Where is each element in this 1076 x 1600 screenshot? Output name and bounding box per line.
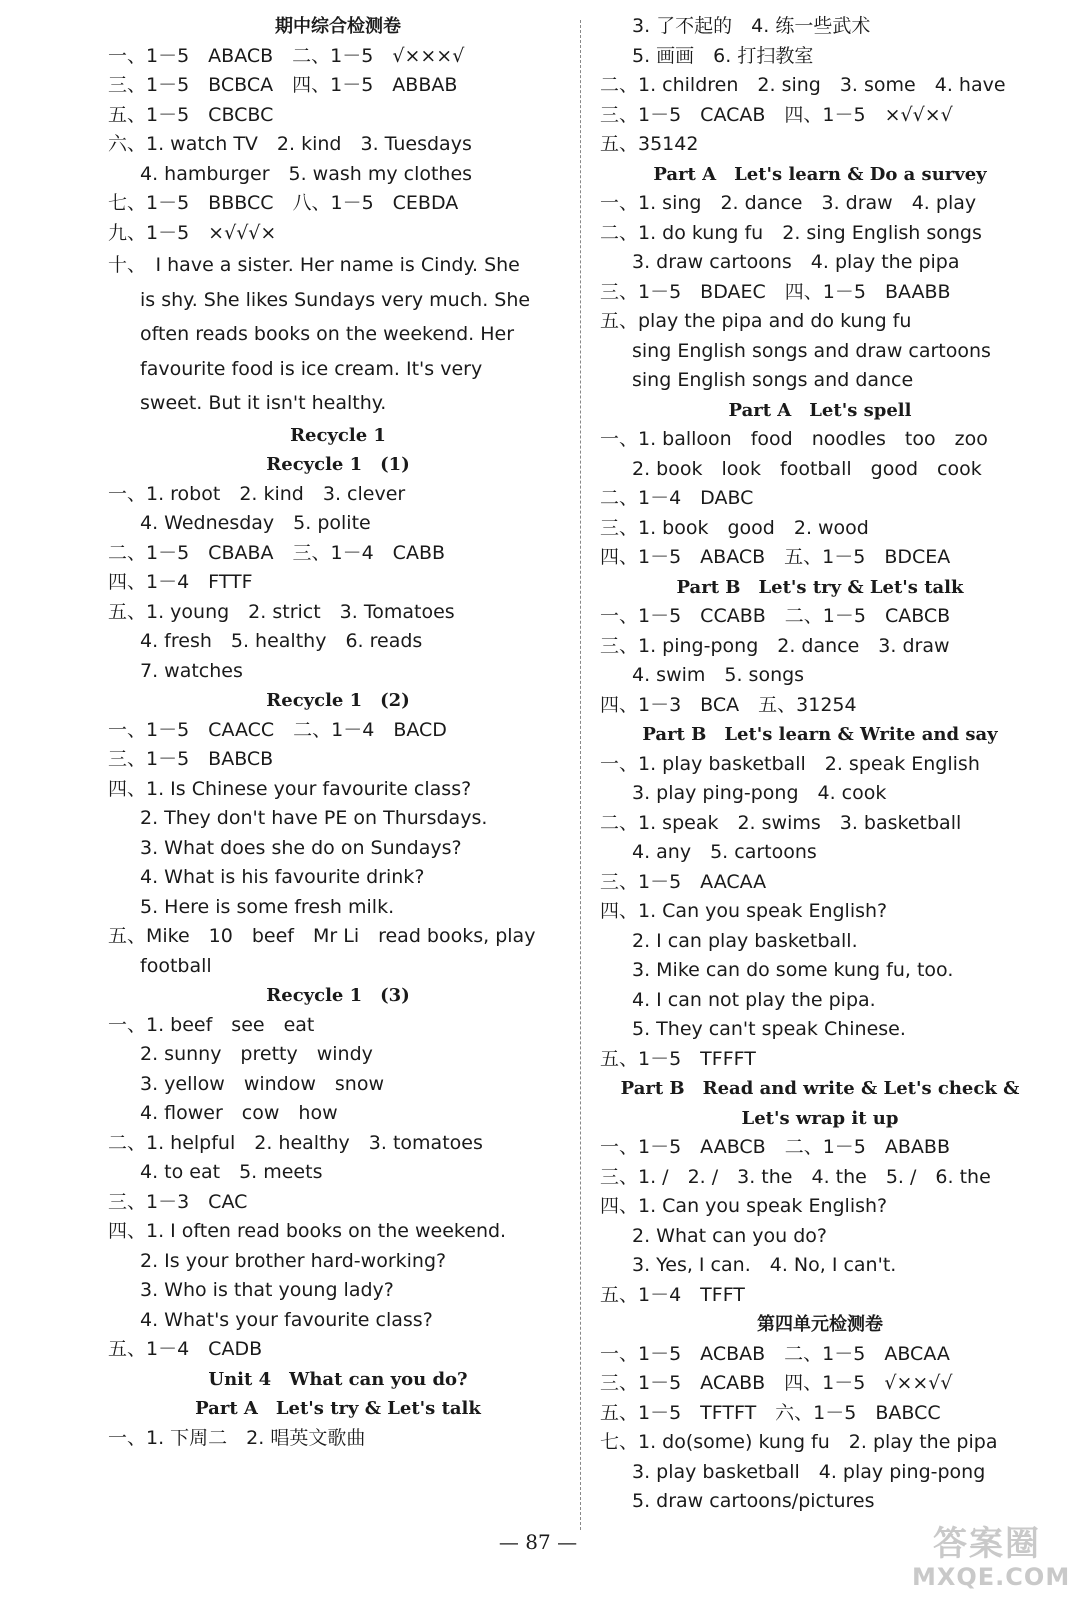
section-heading: Part A Let's learn & Do a survey	[653, 163, 987, 185]
answer-line: 4. I can not play the pipa.	[632, 988, 876, 1011]
answer-line: 一、1. robot 2. kind 3. clever	[108, 482, 406, 505]
answer-line: 三、1－5 CACAB 四、1－5 ×√√×√	[600, 103, 953, 126]
watermark-text: 答案圈	[933, 1524, 1041, 1564]
answer-line: 九、1－5 ×√√√×	[108, 221, 277, 244]
left-column	[108, 12, 568, 1453]
answer-line: 4. What's your favourite class?	[140, 1308, 433, 1331]
answer-line: 二、1. children 2. sing 3. some 4. have	[600, 74, 1006, 96]
answer-line: 二、1. helpful 2. healthy 3. tomatoes	[108, 1131, 483, 1154]
answer-line: 五、1－5 TFTFT 六、1－5 BABCC	[600, 1401, 941, 1424]
answer-line: 一、1－5 ABACB 二、1－5 √×××√	[108, 44, 465, 67]
answer-line: 二、1－5 CBABA 三、1－4 CABB	[108, 541, 446, 564]
answer-line: 四、1－5 ABACB 五、1－5 BDCEA	[600, 546, 951, 568]
answer-line: 3. yellow window snow	[140, 1072, 385, 1095]
answer-line: 2. book look football good cook	[632, 457, 982, 480]
answer-line: 五、play the pipa and do kung fu	[600, 310, 912, 332]
answer-line: 四、1－3 BCA 五、31254	[600, 693, 857, 716]
answer-line: football	[140, 954, 212, 977]
answer-line: 五、1. young 2. strict 3. Tomatoes	[108, 600, 455, 623]
section-heading: Part B Let's learn & Write and say	[642, 724, 998, 745]
answer-line: often reads books on the weekend. Her	[140, 323, 515, 345]
answer-line: 3. Yes, I can. 4. No, I can't.	[632, 1254, 897, 1276]
answer-line: 3. play basketball 4. play ping-pong	[632, 1460, 986, 1483]
answer-line: sing English songs and draw cartoons	[632, 339, 991, 362]
answer-line: 一、1－5 ACBAB 二、1－5 ABCAA	[600, 1342, 950, 1365]
answer-line: 五、35142	[600, 133, 699, 155]
answer-line: sweet. But it isn't healthy.	[140, 392, 387, 414]
answer-line: is shy. She likes Sundays very much. She	[140, 288, 531, 311]
answer-line: 十、 I have a sister. Her name is Cindy. She	[108, 254, 520, 276]
answer-line: 2. What can you do?	[632, 1224, 828, 1247]
answer-line: 三、1. / 2. / 3. the 4. the 5. / 6. the	[600, 1165, 991, 1188]
answer-line: 一、1. play basketball 2. speak English	[600, 752, 980, 775]
section-heading: 期中综合检测卷	[275, 16, 401, 37]
answer-line: 3. Who is that young lady?	[140, 1279, 394, 1301]
answer-line: 2. sunny pretty windy	[140, 1043, 373, 1065]
answer-line: 4. What is his favourite drink?	[140, 866, 425, 888]
answer-line: 5. draw cartoons/pictures	[632, 1490, 875, 1512]
watermark-url: MXQE.COM	[912, 1563, 1071, 1591]
answer-line: 三、1－5 AACAA	[600, 870, 767, 893]
section-heading: Unit 4 What can you do?	[208, 1368, 468, 1390]
answer-line: sing English songs and dance	[632, 369, 914, 391]
section-heading: Part B Let's try & Let's talk	[676, 576, 964, 598]
answer-line: 3. draw cartoons 4. play the pipa	[632, 251, 960, 273]
section-heading: Part A Let's spell	[728, 399, 912, 421]
answer-line: 四、1. I often read books on the weekend.	[108, 1220, 507, 1242]
answer-line: 三、1. book good 2. wood	[600, 516, 869, 539]
answer-line: 2. They don't have PE on Thursdays.	[140, 807, 488, 829]
answer-line: 4. flower cow how	[140, 1102, 338, 1124]
answer-line: 3. 了不起的 4. 练一些武术	[632, 15, 871, 37]
answer-line: 五、1－4 CADB	[108, 1338, 263, 1360]
answer-line: 五、1－4 TFFT	[600, 1283, 745, 1306]
answer-line: 4. to eat 5. meets	[140, 1161, 323, 1183]
section-heading: Recycle 1 (1)	[266, 454, 410, 475]
answer-line: 3. play ping-pong 4. cook	[632, 782, 887, 804]
answer-line: 一、1－5 AABCB 二、1－5 ABABB	[600, 1136, 950, 1158]
answer-line: 一、1. beef see eat	[108, 1013, 315, 1036]
answer-line: 5. 画画 6. 打扫教室	[632, 44, 814, 67]
answer-line: 2. Is your brother hard-working?	[140, 1249, 447, 1272]
answer-line: 4. Wednesday 5. polite	[140, 512, 371, 534]
answer-line: 五、1－5 TFFFT	[600, 1047, 756, 1070]
answer-line: 4. fresh 5. healthy 6. reads	[140, 630, 423, 652]
answer-line: 四、1－4 FTTF	[108, 571, 253, 593]
answer-line: 2. I can play basketball.	[632, 929, 858, 952]
answer-line: 三、1. ping-pong 2. dance 3. draw	[600, 634, 950, 657]
answer-line: 4. swim 5. songs	[632, 664, 805, 686]
answer-line: 四、1. Is Chinese your favourite class?	[108, 777, 472, 800]
answer-line: 三、1－5 BABCB	[108, 748, 274, 770]
column-divider	[580, 20, 581, 1530]
answer-line: 一、1－5 CCABB 二、1－5 CABCB	[600, 605, 951, 627]
answer-line: 三、1－3 CAC	[108, 1190, 248, 1213]
answer-line: 二、1. do kung fu 2. sing English songs	[600, 221, 982, 244]
answer-line: 3. Mike can do some kung fu, too.	[632, 959, 954, 981]
answer-line: 四、1. Can you speak English?	[600, 900, 888, 922]
watermark-logo	[912, 1524, 1071, 1594]
answer-line: 七、1. do(some) kung fu 2. play the pipa	[600, 1431, 998, 1453]
answer-line: 三、1－5 ACABB 四、1－5 √××√√	[600, 1372, 953, 1394]
page-number: — 87 —	[498, 1530, 578, 1554]
answer-line: favourite food is ice cream. It's very	[140, 357, 483, 380]
answer-line: 六、1. watch TV 2. kind 3. Tuesdays	[108, 133, 472, 155]
right-column	[600, 12, 1040, 1517]
answer-line: 四、1. Can you speak English?	[600, 1195, 888, 1217]
answer-line: 4. any 5. cartoons	[632, 841, 817, 863]
answer-line: 一、1. balloon food noodles too zoo	[600, 428, 988, 450]
answer-line: 二、1－4 DABC	[600, 487, 754, 509]
answer-line: 五、1－5 CBCBC	[108, 103, 274, 126]
section-heading: Recycle 1 (2)	[266, 690, 410, 711]
answer-line: 三、1－5 BDAEC 四、1－5 BAABB	[600, 280, 951, 303]
answer-line: 5. Here is some fresh milk.	[140, 895, 395, 918]
section-heading: 第四单元检测卷	[757, 1314, 883, 1335]
answer-line: 3. What does she do on Sundays?	[140, 836, 462, 859]
answer-line: 一、1. sing 2. dance 3. draw 4. play	[600, 192, 977, 214]
answer-line: 一、1－5 CAACC 二、1－4 BACD	[108, 718, 447, 741]
answer-line: 4. hamburger 5. wash my clothes	[140, 162, 473, 185]
answer-line: 五、Mike 10 beef Mr Li read books, play	[108, 925, 536, 947]
answer-line: 7. watches	[140, 659, 243, 682]
section-heading: Recycle 1 (3)	[266, 985, 410, 1006]
section-heading: Part B Read and write & Let's check &	[620, 1078, 1020, 1099]
section-heading: Let's wrap it up	[741, 1107, 899, 1129]
answer-line: 5. They can't speak Chinese.	[632, 1018, 906, 1040]
answer-line: 七、1－5 BBBCC 八、1－5 CEBDA	[108, 192, 459, 214]
answer-line: 一、1. 下周二 2. 唱英文歌曲	[108, 1426, 366, 1449]
section-heading: Part A Let's try & Let's talk	[195, 1398, 481, 1419]
answer-line: 二、1. speak 2. swims 3. basketball	[600, 811, 962, 834]
answer-line: 三、1－5 BCBCA 四、1－5 ABBAB	[108, 74, 458, 96]
section-heading: Recycle 1	[290, 424, 386, 446]
